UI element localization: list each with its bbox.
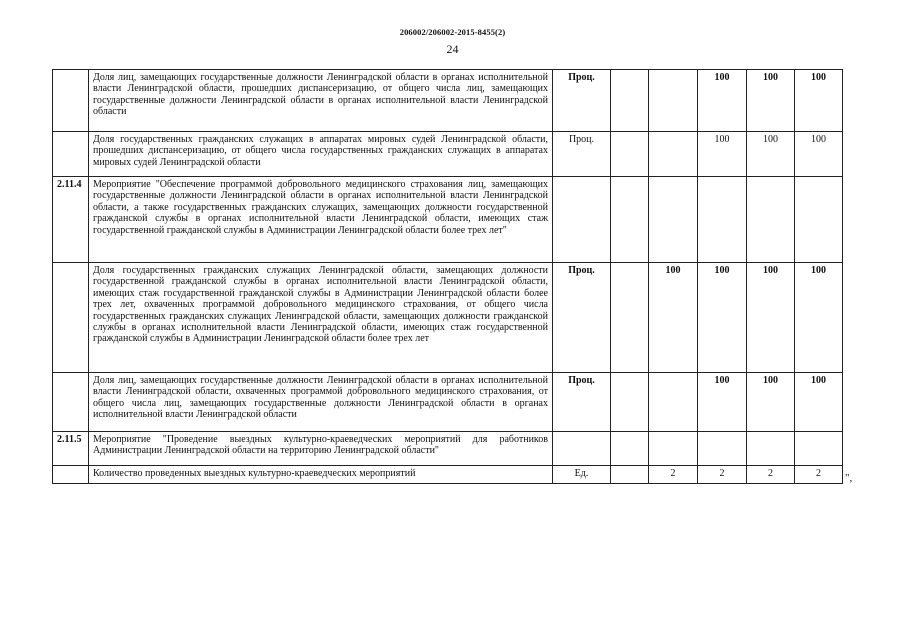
row-number [53, 70, 89, 132]
row-number [53, 263, 89, 373]
row-value-3 [698, 177, 747, 263]
table-row [53, 373, 843, 432]
row-value-4 [747, 432, 795, 466]
row-description: Мероприятие "Обеспечение программой добровольного медицинского страхования лиц, замещающих государственные должности Ленинградской области в органах исполнительной власти Ленинградской области, а также государственных гражданских служащих, замещающих должности государственной гражданской службы в органах исполнительной власти Ленинградской области, имеющих стаж государственной гражданской службы в Администрации Ленинградской области более трех лет" [89, 177, 553, 263]
table-row [53, 263, 843, 373]
row-value-5: 2 [795, 466, 843, 484]
row-value-5: 100 [795, 263, 843, 373]
row-value-4 [747, 177, 795, 263]
row-value-3: 100 [698, 70, 747, 132]
row-unit: Проц. [553, 373, 611, 432]
row-number: 2.11.5 [53, 432, 89, 466]
row-value-2: 2 [649, 466, 698, 484]
document-code [0, 27, 905, 37]
row-value-1 [611, 466, 649, 484]
row-value-1 [611, 177, 649, 263]
table-row [53, 177, 843, 263]
row-value-1 [611, 432, 649, 466]
row-value-2 [649, 432, 698, 466]
row-value-2 [649, 373, 698, 432]
row-value-4: 100 [747, 373, 795, 432]
page-number: 24 [446, 42, 459, 56]
row-description: Доля лиц, замещающих государственные должности Ленинградской области в органах исполнительной власти Ленинградской области, охваченных программой добровольного медицинского страхования, от общего числа лиц, замещающих государственные должности Ленинградской области в органах исполнительной власти Ленинградской области [89, 373, 553, 432]
row-value-1 [611, 373, 649, 432]
row-description: Доля лиц, замещающих государственные должности Ленинградской области в органах исполнительной власти Ленинградской области, прошедших диспансеризацию, от общего числа лиц, замещающих государственные должности Ленинградской области в органах исполнительной власти Ленинградской области [89, 70, 553, 132]
closing-quote-mark: ", [845, 472, 853, 484]
row-value-3: 100 [698, 263, 747, 373]
row-unit: Проц. [553, 132, 611, 177]
row-number: 2.11.4 [53, 177, 89, 263]
row-value-4: 100 [747, 132, 795, 177]
row-number [53, 132, 89, 177]
row-value-4: 100 [747, 263, 795, 373]
row-value-2 [649, 132, 698, 177]
doc-code-bold: 002-2015-8455(2) [441, 27, 506, 37]
row-unit: Проц. [553, 70, 611, 132]
row-value-5: 100 [795, 373, 843, 432]
row-value-5 [795, 177, 843, 263]
row-value-3 [698, 432, 747, 466]
row-unit: Ед. [553, 466, 611, 484]
table-row [53, 432, 843, 466]
row-value-5: 100 [795, 70, 843, 132]
row-value-1 [611, 263, 649, 373]
doc-code-prefix: 206002/206 [399, 27, 442, 37]
row-value-5 [795, 432, 843, 466]
row-value-5: 100 [795, 132, 843, 177]
row-value-2 [649, 70, 698, 132]
table-row [53, 132, 843, 177]
table-row [53, 70, 843, 132]
row-value-1 [611, 132, 649, 177]
row-value-1 [611, 70, 649, 132]
row-unit [553, 177, 611, 263]
row-value-2 [649, 177, 698, 263]
row-number [53, 373, 89, 432]
row-description: Доля государственных гражданских служащих в аппаратах мировых судей Ленинградской области, прошедших диспансеризацию, от общего числа государственных гражданских служащих в аппаратах мировых судей Ленинградской области [89, 132, 553, 177]
table-row [53, 466, 843, 484]
row-unit [553, 432, 611, 466]
row-unit: Проц. [553, 263, 611, 373]
row-value-3: 2 [698, 466, 747, 484]
indicators-table [52, 69, 843, 484]
row-value-4: 100 [747, 70, 795, 132]
row-value-2: 100 [649, 263, 698, 373]
row-value-3: 100 [698, 132, 747, 177]
row-value-4: 2 [747, 466, 795, 484]
row-description: Доля государственных гражданских служащих Ленинградской области, замещающих должности государственной гражданской службы в органах исполнительной власти Ленинградской области, имеющих стаж государственной гражданской службы в Администрации Ленинградской области более трех лет, охваченных программой добровольного медицинского страхования, от общего числа государственных гражданских служащих Ленинградской области, замещающих должности гражданской службы в органах исполнительной власти Ленинградской области, имеющих стаж государственной гражданской службы в Администрации Ленинградской области более трех лет [89, 263, 553, 373]
row-description: Мероприятие "Проведение выездных культурно-краеведческих мероприятий для работников Администрации Ленинградской области на территорию Ленинградской области" [89, 432, 553, 466]
row-value-3: 100 [698, 373, 747, 432]
row-number [53, 466, 89, 484]
row-description: Количество проведенных выездных культурно-краеведческих мероприятий [89, 466, 553, 484]
table-body [53, 70, 843, 484]
